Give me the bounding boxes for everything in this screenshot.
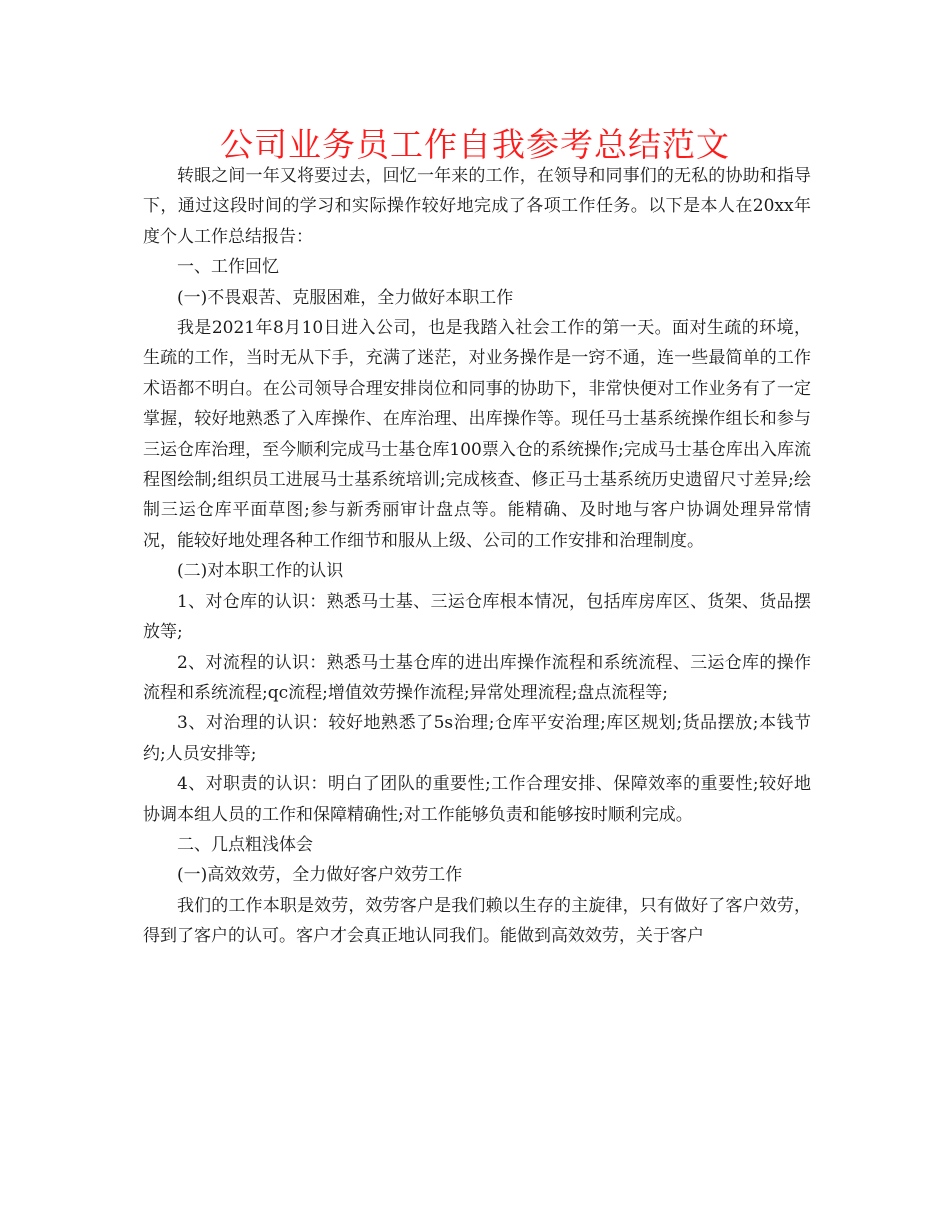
section-heading-review: 一、工作回忆: [177, 257, 279, 278]
document-body: [143, 161, 811, 952]
list-item: 2、对流程的认识：熟悉马士基仓库的进出库操作流程和系统流程、三运仓库的操作流程和系统流程;qc流程;增值效劳操作流程;异常处理流程;盘点流程等;: [143, 652, 811, 703]
body-paragraph: 我们的工作本职是效劳，效劳客户是我们赖以生存的主旋律，只有做好了客户效劳，得到了客户的认可。客户才会真正地认同我们。能做到高效效劳，关于客户: [143, 895, 811, 947]
subsection-heading-3: (一)高效效劳，全力做好客户效劳工作: [177, 865, 463, 886]
list-item: 1、对仓库的认识：熟悉马士基、三运仓库根本情况，包括库房库区、货架、货品摆放等;: [143, 591, 811, 643]
list-item: 3、对治理的认识：较好地熟悉了5s治理;仓库平安治理;库区规划;货品摆放;本钱节约;人员安排等;: [143, 713, 811, 764]
list-item: 4、对职责的认识：明白了团队的重要性;工作合理安排、保障效率的重要性;较好地协调本组人员的工作和保障精确性;对工作能够负责和能够按时顺利完成。: [143, 774, 811, 825]
subsection-heading-1: (一)不畏艰苦、克服困难，全力做好本职工作: [177, 287, 514, 308]
subsection-heading-2: (二)对本职工作的认识: [177, 561, 344, 582]
document-title: 公司业务员工作自我参考总结范文: [220, 125, 730, 164]
section-heading-insights: 二、几点粗浅体会: [177, 834, 313, 855]
body-paragraph: 我是2021年8月10日进入公司，也是我踏入社会工作的第一天。面对生疏的环境，生疏的工作，当时无从下手，充满了迷茫，对业务操作是一窍不通，连一些最简单的工作术语都不明白。在公司领导合理安排岗位和同事的协助下，非常快便对工作业务有了一定掌握，较好地熟悉了入库操作、在库治理、出库操作等。现任马士基系统操作组长和参与三运仓库治理，至今顺利完成马士基仓库100票入仓的系统操作;完成马士基仓库出入库流程图绘制;组织员工进展马士基系统培训;完成核查、修正马士基系统历史遗留尺寸差异;绘制三运仓库平面草图;参与新秀丽审计盘点等。能精确、及时地与客户协调处理异常情况，能较好地处理各种工作细节和服从上级、公司的工作安排和治理制度。: [143, 318, 811, 551]
intro-paragraph: 转眼之间一年又将要过去，回忆一年来的工作，在领导和同事们的无私的协助和指导下，通过这段时间的学习和实际操作较好地完成了各项工作任务。以下是本人在20xx年度个人工作总结报告：: [143, 166, 811, 247]
